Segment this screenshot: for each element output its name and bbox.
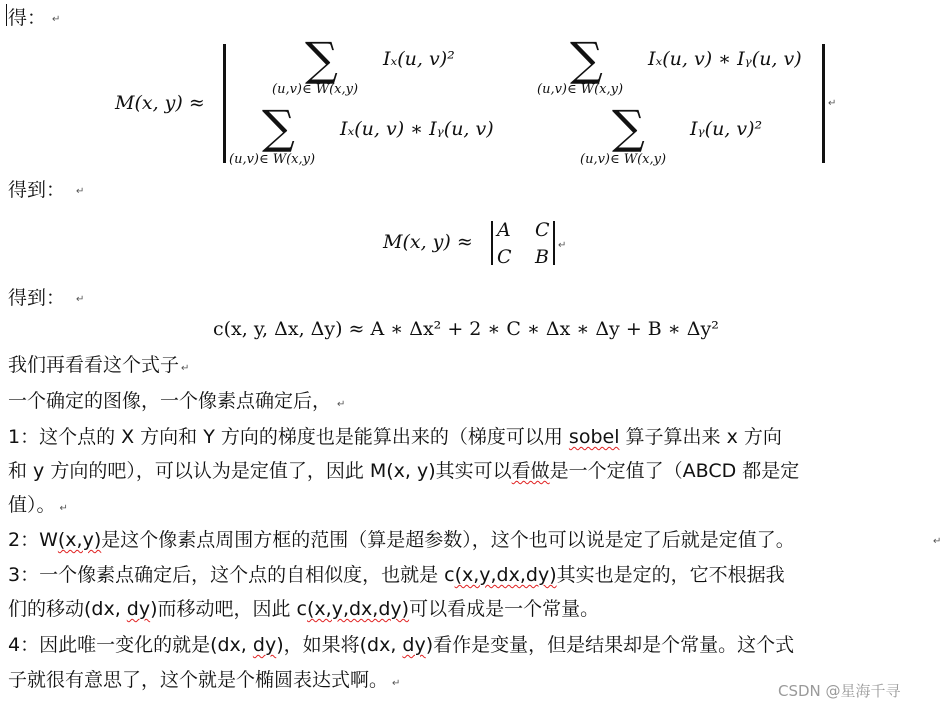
heading-dedao: 得到： — [8, 287, 66, 309]
sum-subscript: (u,v)∈ W(x,y) — [580, 152, 667, 167]
eq2-b: B — [535, 246, 549, 268]
eq1-m12: Iₓ(u, v) ∗ Iᵧ(u, v) — [648, 48, 802, 70]
intro-line-2: 一个确定的图像，一个像素点确定后， ↵ — [8, 390, 346, 412]
sum-symbol: ∑ — [612, 100, 645, 154]
paragraph-mark: ↵ — [933, 536, 942, 547]
point1-line1: 1：这个点的 X 方向和 Y 方向的梯度也是能算出来的（梯度可以用 sobel 算子算出来 x 方向 — [8, 426, 782, 448]
point3-line1: 3：一个像素点确定后，这个点的自相似度，也就是 c(x,y,dx,dy)其实也是定的，它不根据我 — [8, 564, 785, 586]
heading-dedao: 得到： — [8, 179, 66, 201]
sum-subscript: (u,v)∈ W(x,y) — [537, 82, 624, 97]
eq2-left-bar — [491, 221, 493, 265]
point3-line2: 们的移动(dx, dy)而移动吧，因此 c(x,y,dx,dy)可以看成是一个常量。 — [8, 598, 600, 620]
eq3-formula: c(x, y, Δx, Δy) ≈ A ∗ Δx² + 2 ∗ C ∗ Δx ∗ Δy + B ∗ Δy² — [213, 318, 719, 340]
eq1-m11: Iₓ(u, v)² — [383, 48, 455, 70]
sum-symbol: ∑ — [262, 100, 295, 154]
point2-line: 2：W(x,y)是这个像素点周围方框的范围（算是超参数），这个也可以说是定了后就是定值了。 — [8, 529, 795, 551]
paragraph-mark: ↵ — [52, 14, 61, 25]
point1-line3: 值）。 ↵ — [8, 494, 68, 516]
eq1-left-bar — [223, 44, 226, 163]
paragraph-mark: ↵ — [76, 294, 85, 305]
eq2-a: A — [497, 219, 511, 241]
point1-line2: 和 y 方向的吧），可以认为是定值了，因此 M(x, y)其实可以看做是一个定值了（ABCD 都是定 — [8, 460, 800, 482]
paragraph-mark: ↵ — [828, 98, 837, 109]
eq1-right-bar — [822, 44, 825, 163]
intro-line: 我们再看看这个式子 ↵ — [8, 354, 190, 376]
eq1-lhs: M(x, y) ≈ — [115, 92, 205, 114]
eq2-c-bottom: C — [497, 246, 512, 268]
eq1-m22: Iᵧ(u, v)² — [690, 118, 763, 140]
sum-subscript: (u,v)∈ W(x,y) — [229, 152, 316, 167]
point4-line2: 子就很有意思了，这个就是个椭圆表达式啊。 ↵ — [8, 669, 401, 691]
point4-line1: 4：因此唯一变化的就是(dx, dy)，如果将(dx, dy)看作是变量，但是结果却是个常量。这个式 — [8, 634, 795, 656]
heading-de: 得： — [8, 7, 47, 29]
paragraph-mark: ↵ — [76, 186, 85, 197]
eq1-m21: Iₓ(u, v) ∗ Iᵧ(u, v) — [340, 118, 494, 140]
eq2-right-bar — [553, 221, 555, 265]
eq2-c-top: C — [535, 219, 550, 241]
paragraph-mark: ↵ — [558, 240, 567, 251]
text-cursor — [6, 4, 7, 26]
sum-symbol: ∑ — [570, 32, 603, 86]
csdn-watermark: CSDN @星海千寻 — [778, 682, 901, 700]
eq2-lhs: M(x, y) ≈ — [383, 231, 473, 253]
sum-subscript: (u,v)∈ W(x,y) — [272, 82, 359, 97]
sum-symbol: ∑ — [305, 32, 338, 86]
